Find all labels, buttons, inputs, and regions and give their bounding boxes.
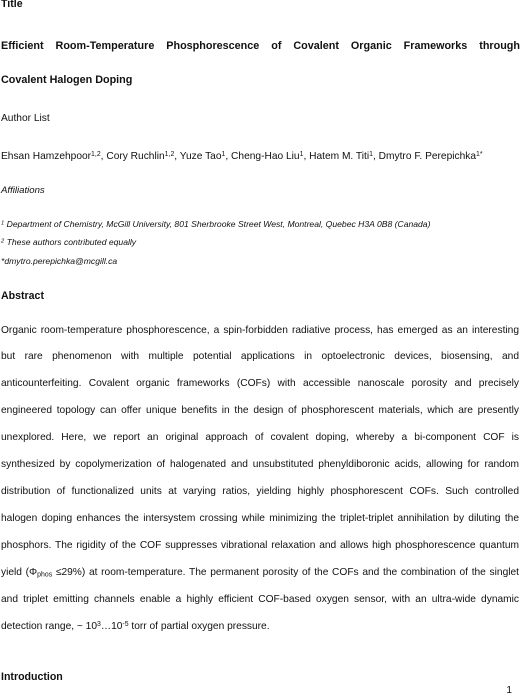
author-name: Ehsan Hamzehpoor (1, 151, 92, 162)
paper-title-line-2: Covalent Halogen Doping (1, 74, 133, 86)
abstract-line: synthesized by copolymerization of halogenated and unsubstituted phenyldiboronic acids, allowing for random (1, 459, 519, 470)
author-affiliation-marker: 1 (299, 150, 304, 158)
affiliation-1 (1, 219, 430, 230)
abstract-line: detection range, ~ $10^3\dots 10^{-5}$ torr of partial oxygen pressure. (1, 620, 270, 632)
corresponding-email (1, 256, 117, 267)
author-affiliation-marker: 1 (221, 150, 226, 158)
affiliation-marker: 1 (1, 220, 5, 227)
section-title: Title (1, 0, 23, 10)
affiliation-marker: 2 (1, 238, 5, 245)
introduction-heading: Introduction (1, 671, 63, 683)
author-affiliation-marker: 1,2 (91, 150, 101, 158)
affiliation-text: Department of Chemistry, McGill University, 801 Sherbrooke Street West, Montreal, Quebec H3A 0B8 (Canada) (6, 219, 431, 229)
affiliation-text: These authors contributed equally (6, 237, 137, 247)
abstract-line: halogen doping enhances the intersystem crossing while minimizing the triplet-triplet annihilation by diluting the (1, 513, 519, 524)
abstract-line: anticounterfeiting. Covalent organic frameworks (COFs) with accessible nanoscale porosity and precisely (1, 378, 519, 389)
author-name: Cheng-Hao Liu (231, 151, 300, 162)
author-affiliation-marker: 1 (369, 150, 373, 158)
abstract-line: unexplored. Here, we report an original approach of covalent doping, whereby a bi-component COF is (1, 432, 519, 443)
abstract-line: Organic room-temperature phosphorescence, a spin-forbidden radiative process, has emerged as an interesting (1, 325, 519, 336)
author-name: Yuze Tao (179, 151, 222, 162)
email-text: *dmytro.perepichka@mcgill.ca (1, 256, 118, 266)
author-separator: , (225, 151, 232, 162)
paper-title-line-1: Efficient Room-Temperature Phosphorescence of Covalent Organic Frameworks through (1, 40, 520, 52)
affiliation-2 (1, 237, 136, 248)
author-name: Hatem M. Titi (309, 151, 370, 162)
author-name: Dmytro F. Perepichka (378, 151, 477, 162)
author-separator: , (100, 151, 107, 162)
author-separator: , (303, 151, 310, 162)
author-name: Cory Ruchlin (106, 151, 165, 162)
abstract-line: yield $(\Phi_{phos} \le 29\%)$ at room-temperature. The permanent porosity of the COFs and the combination of the singlet (1, 567, 519, 579)
author-line (1, 150, 483, 164)
author-separator: , (372, 151, 379, 162)
abstract-line: and triplet emitting channels enable a highly efficient COF-based oxygen sensor, with an ultra-wide dynamic (1, 594, 519, 605)
author-affiliation-marker: 1* (476, 150, 483, 158)
author-affiliation-marker: 1,2 (164, 150, 175, 158)
abstract-line: but rare phenomenon with multiple potential applications in optoelectronic devices, biosensing, and (1, 351, 519, 362)
abstract-line: distribution of functionalized units at varying ratios, yielding highly phosphorescent COFs. Such controlled (1, 486, 519, 497)
author-separator: , (174, 151, 180, 162)
abstract-line: phosphors. The rigidity of the COF suppresses vibrational relaxation and allows high phosphorescence quantum (1, 540, 519, 551)
affiliations-heading: Affiliations (1, 185, 45, 196)
page-number: 1 (506, 685, 512, 696)
abstract-heading: Abstract (1, 290, 44, 302)
abstract-line: engineered topology can offer unique benefits in the design of phosphorescent materials, which are presently (1, 405, 519, 416)
author-list-heading: Author List (1, 113, 50, 124)
